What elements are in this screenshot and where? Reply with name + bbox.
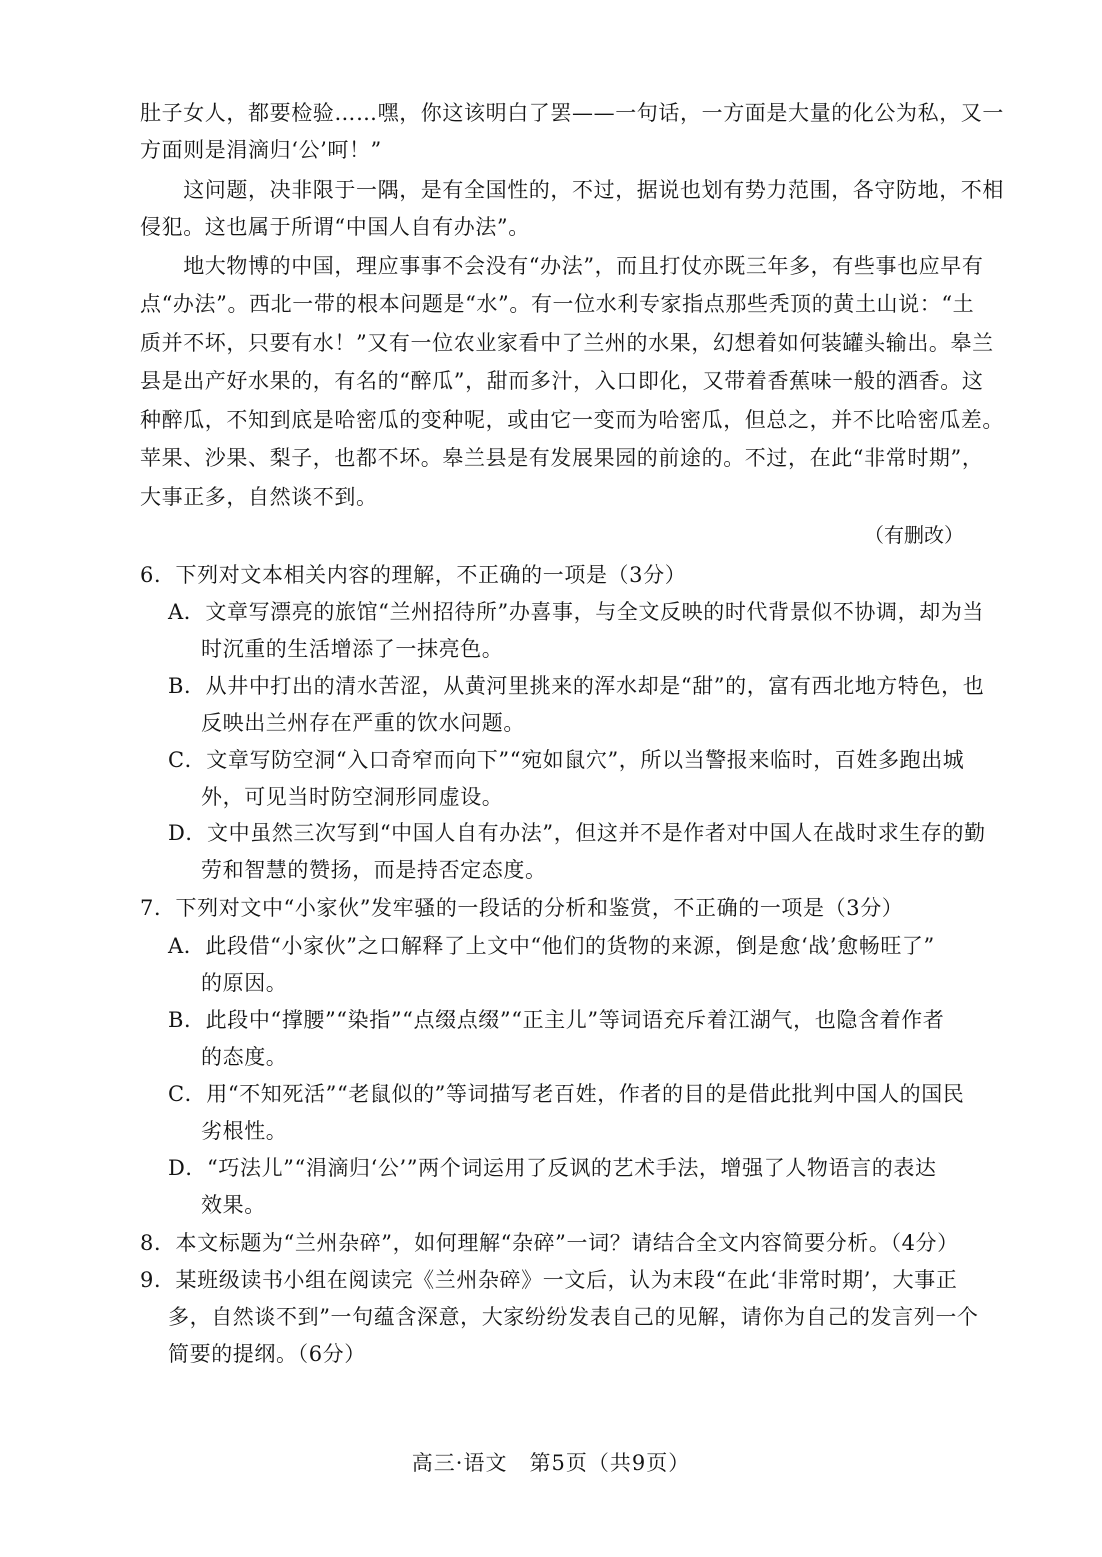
question-stem: 8．本文标题为“兰州杂碎”，如何理解“杂碎”一词？请结合全文内容简要分析。（4分）	[140, 1231, 959, 1255]
question-continuation: 简要的提纲。（6分）	[168, 1342, 366, 1366]
option-line: C．用“不知死活”“老鼠似的”等词描写老百姓，作者的目的是借此批判中国人的国民	[168, 1082, 965, 1106]
question-continuation: 多，自然谈不到”一句蕴含深意，大家纷纷发表自己的见解，请你为自己的发言列一个	[168, 1305, 979, 1329]
option-line: D．“巧法儿”“涓滴归‘公’”两个词运用了反讽的艺术手法，增强了人物语言的表达	[168, 1156, 937, 1180]
question-stem: 9．某班级读书小组在阅读完《兰州杂碎》一文后，认为末段“在此‘非常时期’，大事正	[140, 1268, 958, 1292]
passage-line: 侵犯。这也属于所谓“中国人自有办法”。	[140, 215, 530, 239]
passage-line: 大事正多，自然谈不到。	[140, 485, 378, 509]
option-line: 效果。	[201, 1193, 266, 1217]
option-line: B．此段中“撑腰”“染指”“点缀点缀”“正主儿”等词语充斥着江湖气，也隐含着作者	[168, 1008, 945, 1032]
passage-line: 质并不坏，只要有水！”又有一位农业家看中了兰州的水果，幻想着如何装罐头输出。皋兰	[140, 331, 994, 355]
passage-line: 方面则是涓滴归‘公’呵！”	[140, 138, 382, 162]
passage-line: 苹果、沙果、梨子，也都不坏。皋兰县是有发展果园的前途的。不过，在此“非常时期”，	[140, 446, 984, 470]
option-line: 劳和智慧的赞扬，而是持否定态度。	[201, 858, 547, 882]
option-line: A．此段借“小家伙”之口解释了上文中“他们的货物的来源，倒是愈‘战’愈畅旺了”	[168, 934, 935, 958]
passage-line: 地大物博的中国，理应事事不会没有“办法”，而且打仗亦既三年多，有些事也应早有	[140, 254, 984, 278]
option-line: 劣根性。	[201, 1119, 288, 1143]
page-footer: 高三·语文 第5页（共9页）	[411, 1451, 691, 1475]
option-line: 时沉重的生活增添了一抹亮色。	[201, 637, 504, 661]
question-stem: 6．下列对文本相关内容的理解，不正确的一项是（3分）	[140, 563, 687, 587]
option-line: B．从井中打出的清水苦涩，从黄河里挑来的浑水却是“甜”的，富有西北地方特色，也	[168, 674, 985, 698]
option-line: 的态度。	[201, 1045, 288, 1069]
option-line: 的原因。	[201, 971, 288, 995]
passage-line: 种醉瓜，不知到底是哈密瓜的变种呢，或由它一变而为哈密瓜，但总之，并不比哈密瓜差。	[140, 408, 1004, 432]
passage-line: 点“办法”。西北一带的根本问题是“水”。有一位水利专家指点那些秃顶的黄土山说：“土	[140, 292, 975, 316]
option-line: 外，可见当时防空洞形同虚设。	[201, 785, 504, 809]
option-line: A．文章写漂亮的旅馆“兰州招待所”办喜事，与全文反映的时代背景似不协调，却为当	[168, 600, 985, 624]
option-line: C．文章写防空洞“入口奇窄而向下”“宛如鼠穴”，所以当警报来临时，百姓多跑出城	[168, 748, 965, 772]
passage-line: 县是出产好水果的，有名的“醉瓜”，甜而多汁，入口即化，又带着香蕉味一般的酒香。这	[140, 369, 984, 393]
passage-line: 这问题，决非限于一隅，是有全国性的，不过，据说也划有势力范围，各守防地，不相	[140, 178, 1004, 202]
option-line: 反映出兰州存在严重的饮水问题。	[201, 711, 525, 735]
source-note: （有删改）	[864, 523, 964, 547]
passage-line: 肚子女人，都要检验……嘿，你这该明白了罢——一句话，一方面是大量的化公为私，又一	[140, 101, 1004, 125]
question-stem: 7．下列对文中“小家伙”发牢骚的一段话的分析和鉴赏，不正确的一项是（3分）	[140, 896, 904, 920]
option-line: D．文中虽然三次写到“中国人自有办法”，但这并不是作者对中国人在战时求生存的勤	[168, 821, 986, 845]
